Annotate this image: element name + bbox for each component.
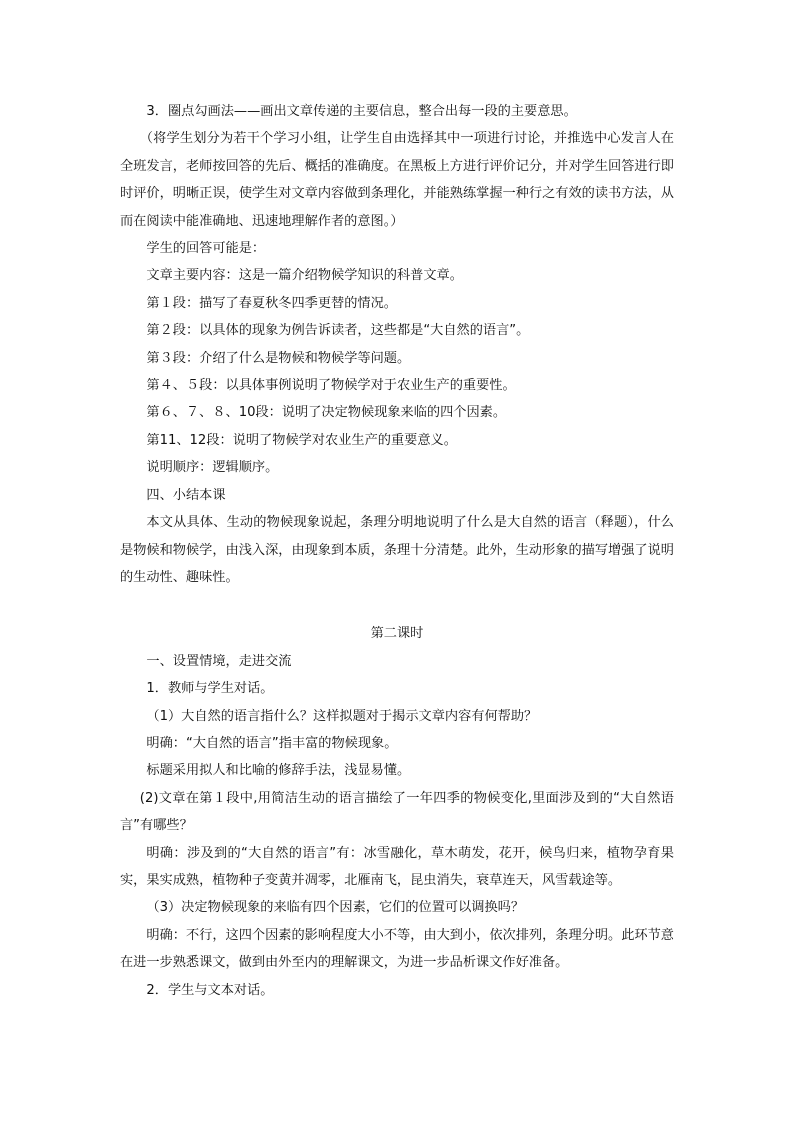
paragraph-11-12-summary: 第11、12段：说明了物候学对农业生产的重要意义。 <box>146 432 457 448</box>
question-2: (2)文章在第１段中,用简洁生动的语言描绘了一年四季的物候变化,里面涉及到的“大自然语言”有哪些？ <box>120 790 674 834</box>
instruction-paragraph: （将学生划分为若干个学习小组，让学生自由选择其中一项进行讨论，并推选中心发言人在全班发言，老师按回答的先后、概括的准确度。在黑板上方进行评价记分，并对学生回答进行即时评价，明晰正误，使学生对文章内容做到条理化，并能熟练掌握一种行之有效的读书方法，从而在阅读中能准确地、迅速地理解作者的意图。） <box>120 131 674 229</box>
explanation-order: 说明顺序：逻辑顺序。 <box>146 460 279 476</box>
summary-heading: 四、小结本课 <box>146 487 226 503</box>
method-heading: 3．圈点勾画法——画出文章传递的主要信息，整合出每一段的主要意思。 <box>146 104 577 119</box>
question-1: （1）大自然的语言指什么？这样拟题对于揭示文章内容有何帮助？ <box>146 708 538 724</box>
document-page <box>120 98 674 1004</box>
lesson-title: 第二课时 <box>370 626 424 642</box>
step-heading: 一、设置情境，走进交流 <box>146 653 292 669</box>
paragraph-1-summary: 第１段：描写了春夏秋冬四季更替的情况。 <box>146 295 397 311</box>
main-content-line: 文章主要内容：这是一篇介绍物候学知识的科普文章。 <box>146 268 463 284</box>
answer-3: 明确：不行，这四个因素的影响程度大小不等，由大到小，依次排列，条理分明。此环节意在进一步熟悉课文，做到由外至内的理解课文，为进一步品析课文作好准备。 <box>120 927 674 971</box>
possible-answers-intro: 学生的回答可能是： <box>146 241 266 257</box>
answer-2: 明确：涉及到的“大自然的语言”有：冰雪融化，草木萌发，花开，候鸟归来，植物孕育果实，果实成熟，植物种子变黄并凋零，北雁南飞，昆虫消失，衰草连天，风雪载途等。 <box>120 845 674 888</box>
section-gap <box>120 591 674 620</box>
dialogue-heading: 1．教师与学生对话。 <box>146 681 274 697</box>
answer-1-line-2: 标题采用拟人和比喻的修辞手法，浅显易懂。 <box>146 763 411 779</box>
paragraph-2-summary: 第２段：以具体的现象为例告诉读者，这些都是“大自然的语言”。 <box>146 323 530 339</box>
paragraph-4-5-summary: 第４、５段：以具体事例说明了物候学对于农业生产的重要性。 <box>146 378 516 394</box>
paragraph-3-summary: 第３段：介绍了什么是物候和物候学等问题。 <box>146 350 411 366</box>
question-3: （3）决定物候现象的来临有四个因素，它们的位置可以调换吗？ <box>146 900 525 916</box>
paragraph-6-10-summary: 第６、７、８、10段：说明了决定物候现象来临的四个因素。 <box>146 405 507 421</box>
answer-1-line-1: 明确：“大自然的语言”指丰富的物候现象。 <box>146 735 398 751</box>
summary-paragraph: 本文从具体、生动的物候现象说起，条理分明地说明了什么是大自然的语言（释题），什么是物候和物候学，由浅入深，由现象到本质，条理十分清楚。此外，生动形象的描写增强了说明的生动性、趣味性。 <box>120 515 674 585</box>
text-dialogue-heading: 2．学生与文本对话。 <box>146 982 274 998</box>
